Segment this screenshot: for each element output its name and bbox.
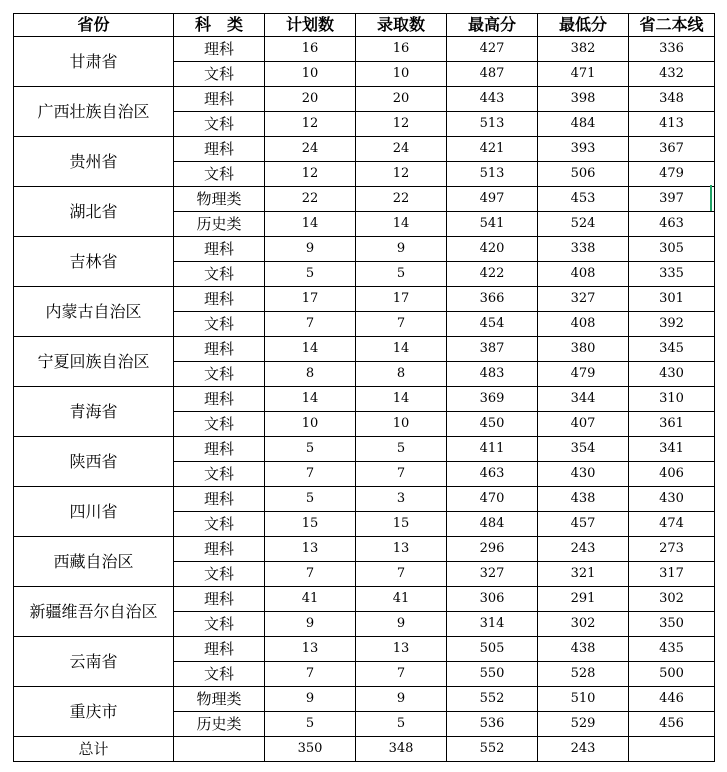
min-score-cell[interactable]: 243 [538,537,629,562]
min-score-cell[interactable]: 506 [538,162,629,187]
subject-cell[interactable]: 文科 [174,312,265,337]
min-score-cell[interactable]: 510 [538,687,629,712]
province-cell[interactable]: 西藏自治区 [14,537,174,587]
min-score-cell[interactable]: 380 [538,337,629,362]
subject-cell[interactable]: 理科 [174,387,265,412]
province-cell[interactable]: 云南省 [14,637,174,687]
admitted-cell[interactable]: 15 [356,512,447,537]
plan-cell[interactable]: 14 [265,387,356,412]
admitted-cell[interactable]: 41 [356,587,447,612]
plan-cell[interactable]: 8 [265,362,356,387]
table-row [14,87,715,112]
header-row [14,14,715,37]
min-score-cell[interactable]: 453 [538,187,629,212]
subject-cell[interactable]: 理科 [174,37,265,62]
min-score-cell[interactable]: 471 [538,62,629,87]
provincial-line-cell[interactable]: 435 [629,637,715,662]
total-line-cell[interactable] [629,737,715,762]
plan-cell[interactable]: 14 [265,212,356,237]
min-score-cell[interactable]: 408 [538,262,629,287]
subject-cell[interactable]: 历史类 [174,712,265,737]
max-score-cell[interactable]: 327 [447,562,538,587]
province-cell[interactable]: 甘肃省 [14,37,174,87]
max-score-cell[interactable]: 443 [447,87,538,112]
admitted-cell[interactable]: 20 [356,87,447,112]
header-max-score[interactable]: 最高分 [447,14,538,37]
province-cell[interactable]: 四川省 [14,487,174,537]
max-score-cell[interactable]: 306 [447,587,538,612]
admitted-cell[interactable]: 7 [356,562,447,587]
table-row [14,37,715,62]
provincial-line-cell[interactable]: 479 [629,162,715,187]
province-cell[interactable]: 吉林省 [14,237,174,287]
plan-cell[interactable]: 5 [265,437,356,462]
subject-cell[interactable]: 文科 [174,612,265,637]
max-score-cell[interactable]: 422 [447,262,538,287]
province-cell[interactable]: 陕西省 [14,437,174,487]
provincial-line-cell[interactable]: 500 [629,662,715,687]
provincial-line-cell[interactable]: 310 [629,387,715,412]
subject-cell[interactable]: 理科 [174,287,265,312]
table-row [14,637,715,662]
subject-cell[interactable]: 物理类 [174,187,265,212]
provincial-line-cell[interactable]: 463 [629,212,715,237]
subject-cell[interactable]: 文科 [174,112,265,137]
plan-cell[interactable]: 9 [265,612,356,637]
min-score-cell[interactable]: 524 [538,212,629,237]
subject-cell[interactable]: 理科 [174,137,265,162]
max-score-cell[interactable]: 369 [447,387,538,412]
subject-cell[interactable]: 理科 [174,337,265,362]
provincial-line-cell[interactable]: 302 [629,587,715,612]
provincial-line-cell[interactable]: 350 [629,612,715,637]
admitted-cell[interactable]: 5 [356,262,447,287]
max-score-cell[interactable]: 552 [447,687,538,712]
table-row [14,387,715,412]
plan-cell[interactable]: 15 [265,512,356,537]
province-cell[interactable]: 青海省 [14,387,174,437]
header-min-score[interactable]: 最低分 [538,14,629,37]
plan-cell[interactable]: 14 [265,337,356,362]
province-cell[interactable]: 湖北省 [14,187,174,237]
table-row [14,687,715,712]
min-score-cell[interactable]: 382 [538,37,629,62]
max-score-cell[interactable]: 411 [447,437,538,462]
max-score-cell[interactable]: 513 [447,162,538,187]
min-score-cell[interactable]: 407 [538,412,629,437]
plan-cell[interactable]: 5 [265,487,356,512]
admitted-cell[interactable]: 7 [356,662,447,687]
min-score-cell[interactable]: 321 [538,562,629,587]
min-score-cell[interactable]: 338 [538,237,629,262]
province-cell[interactable]: 广西壮族自治区 [14,87,174,137]
provincial-line-cell[interactable]: 348 [629,87,715,112]
min-score-cell[interactable]: 457 [538,512,629,537]
admitted-cell[interactable]: 9 [356,687,447,712]
max-score-cell[interactable]: 421 [447,137,538,162]
plan-cell[interactable]: 12 [265,162,356,187]
provincial-line-cell[interactable]: 301 [629,287,715,312]
min-score-cell[interactable]: 398 [538,87,629,112]
total-label-cell[interactable]: 总计 [14,737,174,762]
admitted-cell[interactable]: 12 [356,112,447,137]
header-admitted[interactable]: 录取数 [356,14,447,37]
provincial-line-cell[interactable]: 430 [629,362,715,387]
subject-cell[interactable]: 历史类 [174,212,265,237]
max-score-cell[interactable]: 513 [447,112,538,137]
provincial-line-cell[interactable]: 413 [629,112,715,137]
provincial-line-cell[interactable]: 345 [629,337,715,362]
plan-cell[interactable]: 5 [265,262,356,287]
table-row [14,487,715,512]
subject-cell[interactable]: 理科 [174,487,265,512]
plan-cell[interactable]: 5 [265,712,356,737]
admitted-cell[interactable]: 16 [356,37,447,62]
table-row [14,137,715,162]
max-score-cell[interactable]: 550 [447,662,538,687]
plan-cell[interactable]: 12 [265,112,356,137]
min-score-cell[interactable]: 479 [538,362,629,387]
max-score-cell[interactable]: 454 [447,312,538,337]
subject-cell[interactable]: 文科 [174,562,265,587]
max-score-cell[interactable]: 505 [447,637,538,662]
provincial-line-cell[interactable]: 392 [629,312,715,337]
table-row [14,537,715,562]
provincial-line-cell[interactable]: 273 [629,537,715,562]
subject-cell[interactable]: 理科 [174,437,265,462]
table-row [14,337,715,362]
subject-cell[interactable]: 文科 [174,662,265,687]
max-score-cell[interactable]: 387 [447,337,538,362]
plan-cell[interactable]: 16 [265,37,356,62]
admitted-cell[interactable]: 3 [356,487,447,512]
max-score-cell[interactable]: 463 [447,462,538,487]
provincial-line-cell[interactable]: 336 [629,37,715,62]
subject-cell[interactable]: 理科 [174,537,265,562]
provincial-line-cell[interactable]: 335 [629,262,715,287]
provincial-line-cell[interactable]: 341 [629,437,715,462]
province-cell[interactable]: 内蒙古自治区 [14,287,174,337]
provincial-line-cell[interactable]: 456 [629,712,715,737]
max-score-cell[interactable]: 541 [447,212,538,237]
table-row [14,437,715,462]
max-score-cell[interactable]: 420 [447,237,538,262]
admitted-cell[interactable]: 9 [356,237,447,262]
total-subject-cell[interactable] [174,737,265,762]
total-plan-cell[interactable]: 350 [265,737,356,762]
subject-cell[interactable]: 文科 [174,412,265,437]
max-score-cell[interactable]: 536 [447,712,538,737]
provincial-line-cell[interactable]: 406 [629,462,715,487]
plan-cell[interactable]: 10 [265,62,356,87]
admitted-cell[interactable]: 13 [356,537,447,562]
provincial-line-cell[interactable]: 317 [629,562,715,587]
top-margin [0,0,727,13]
min-score-cell[interactable]: 438 [538,487,629,512]
admitted-cell[interactable]: 5 [356,437,447,462]
provincial-line-cell[interactable]: 430 [629,487,715,512]
province-cell[interactable]: 新疆维吾尔自治区 [14,587,174,637]
subject-cell[interactable]: 文科 [174,512,265,537]
admitted-cell[interactable]: 8 [356,362,447,387]
max-score-cell[interactable]: 470 [447,487,538,512]
provincial-line-cell[interactable]: 432 [629,62,715,87]
max-score-cell[interactable]: 450 [447,412,538,437]
header-provincial-line[interactable]: 省二本线 [629,14,715,37]
table-row [14,587,715,612]
province-cell[interactable]: 贵州省 [14,137,174,187]
plan-cell[interactable]: 22 [265,187,356,212]
active-cell-marker [710,185,712,211]
max-score-cell[interactable]: 296 [447,537,538,562]
subject-cell[interactable]: 文科 [174,362,265,387]
subject-cell[interactable]: 理科 [174,587,265,612]
provincial-line-cell[interactable]: 474 [629,512,715,537]
plan-cell[interactable]: 7 [265,662,356,687]
total-max-score-cell[interactable]: 552 [447,737,538,762]
admitted-cell[interactable]: 10 [356,412,447,437]
max-score-cell[interactable]: 487 [447,62,538,87]
min-score-cell[interactable]: 354 [538,437,629,462]
total-row [14,737,715,762]
plan-cell[interactable]: 13 [265,637,356,662]
min-score-cell[interactable]: 291 [538,587,629,612]
table-row [14,287,715,312]
admitted-cell[interactable]: 22 [356,187,447,212]
admitted-cell[interactable]: 14 [356,387,447,412]
subject-cell[interactable]: 理科 [174,87,265,112]
max-score-cell[interactable]: 366 [447,287,538,312]
min-score-cell[interactable]: 393 [538,137,629,162]
min-score-cell[interactable]: 430 [538,462,629,487]
province-cell[interactable]: 宁夏回族自治区 [14,337,174,387]
admitted-cell[interactable]: 7 [356,462,447,487]
min-score-cell[interactable]: 484 [538,112,629,137]
min-score-cell[interactable]: 327 [538,287,629,312]
min-score-cell[interactable]: 438 [538,637,629,662]
plan-cell[interactable]: 7 [265,462,356,487]
admitted-cell[interactable]: 9 [356,612,447,637]
min-score-cell[interactable]: 529 [538,712,629,737]
admitted-cell[interactable]: 5 [356,712,447,737]
provincial-line-cell[interactable]: 305 [629,237,715,262]
admitted-cell[interactable]: 10 [356,62,447,87]
plan-cell[interactable]: 9 [265,237,356,262]
max-score-cell[interactable]: 427 [447,37,538,62]
province-cell[interactable]: 重庆市 [14,687,174,737]
provincial-line-cell[interactable]: 397 [629,187,715,212]
provincial-line-cell[interactable]: 367 [629,137,715,162]
plan-cell[interactable]: 13 [265,537,356,562]
subject-cell[interactable]: 文科 [174,62,265,87]
min-score-cell[interactable]: 528 [538,662,629,687]
max-score-cell[interactable]: 483 [447,362,538,387]
max-score-cell[interactable]: 497 [447,187,538,212]
max-score-cell[interactable]: 314 [447,612,538,637]
subject-cell[interactable]: 文科 [174,462,265,487]
subject-cell[interactable]: 物理类 [174,687,265,712]
plan-cell[interactable]: 7 [265,312,356,337]
total-admitted-cell[interactable]: 348 [356,737,447,762]
header-province[interactable]: 省份 [14,14,174,37]
header-plan[interactable]: 计划数 [265,14,356,37]
plan-cell[interactable]: 9 [265,687,356,712]
plan-cell[interactable]: 10 [265,412,356,437]
admitted-cell[interactable]: 17 [356,287,447,312]
plan-cell[interactable]: 20 [265,87,356,112]
max-score-cell[interactable]: 484 [447,512,538,537]
provincial-line-cell[interactable]: 361 [629,412,715,437]
plan-cell[interactable]: 17 [265,287,356,312]
table-body [14,37,715,762]
total-min-score-cell[interactable]: 243 [538,737,629,762]
admitted-cell[interactable]: 14 [356,212,447,237]
admitted-cell[interactable]: 14 [356,337,447,362]
min-score-cell[interactable]: 302 [538,612,629,637]
min-score-cell[interactable]: 344 [538,387,629,412]
subject-cell[interactable]: 文科 [174,262,265,287]
admitted-cell[interactable]: 24 [356,137,447,162]
plan-cell[interactable]: 7 [265,562,356,587]
provincial-line-cell[interactable]: 446 [629,687,715,712]
table-row [14,187,715,212]
subject-cell[interactable]: 文科 [174,162,265,187]
subject-cell[interactable]: 理科 [174,637,265,662]
min-score-cell[interactable]: 408 [538,312,629,337]
header-subject[interactable]: 科 类 [174,14,265,37]
admitted-cell[interactable]: 13 [356,637,447,662]
subject-cell[interactable]: 理科 [174,237,265,262]
plan-cell[interactable]: 41 [265,587,356,612]
admitted-cell[interactable]: 12 [356,162,447,187]
plan-cell[interactable]: 24 [265,137,356,162]
admission-table [13,13,715,762]
admitted-cell[interactable]: 7 [356,312,447,337]
table-row [14,237,715,262]
